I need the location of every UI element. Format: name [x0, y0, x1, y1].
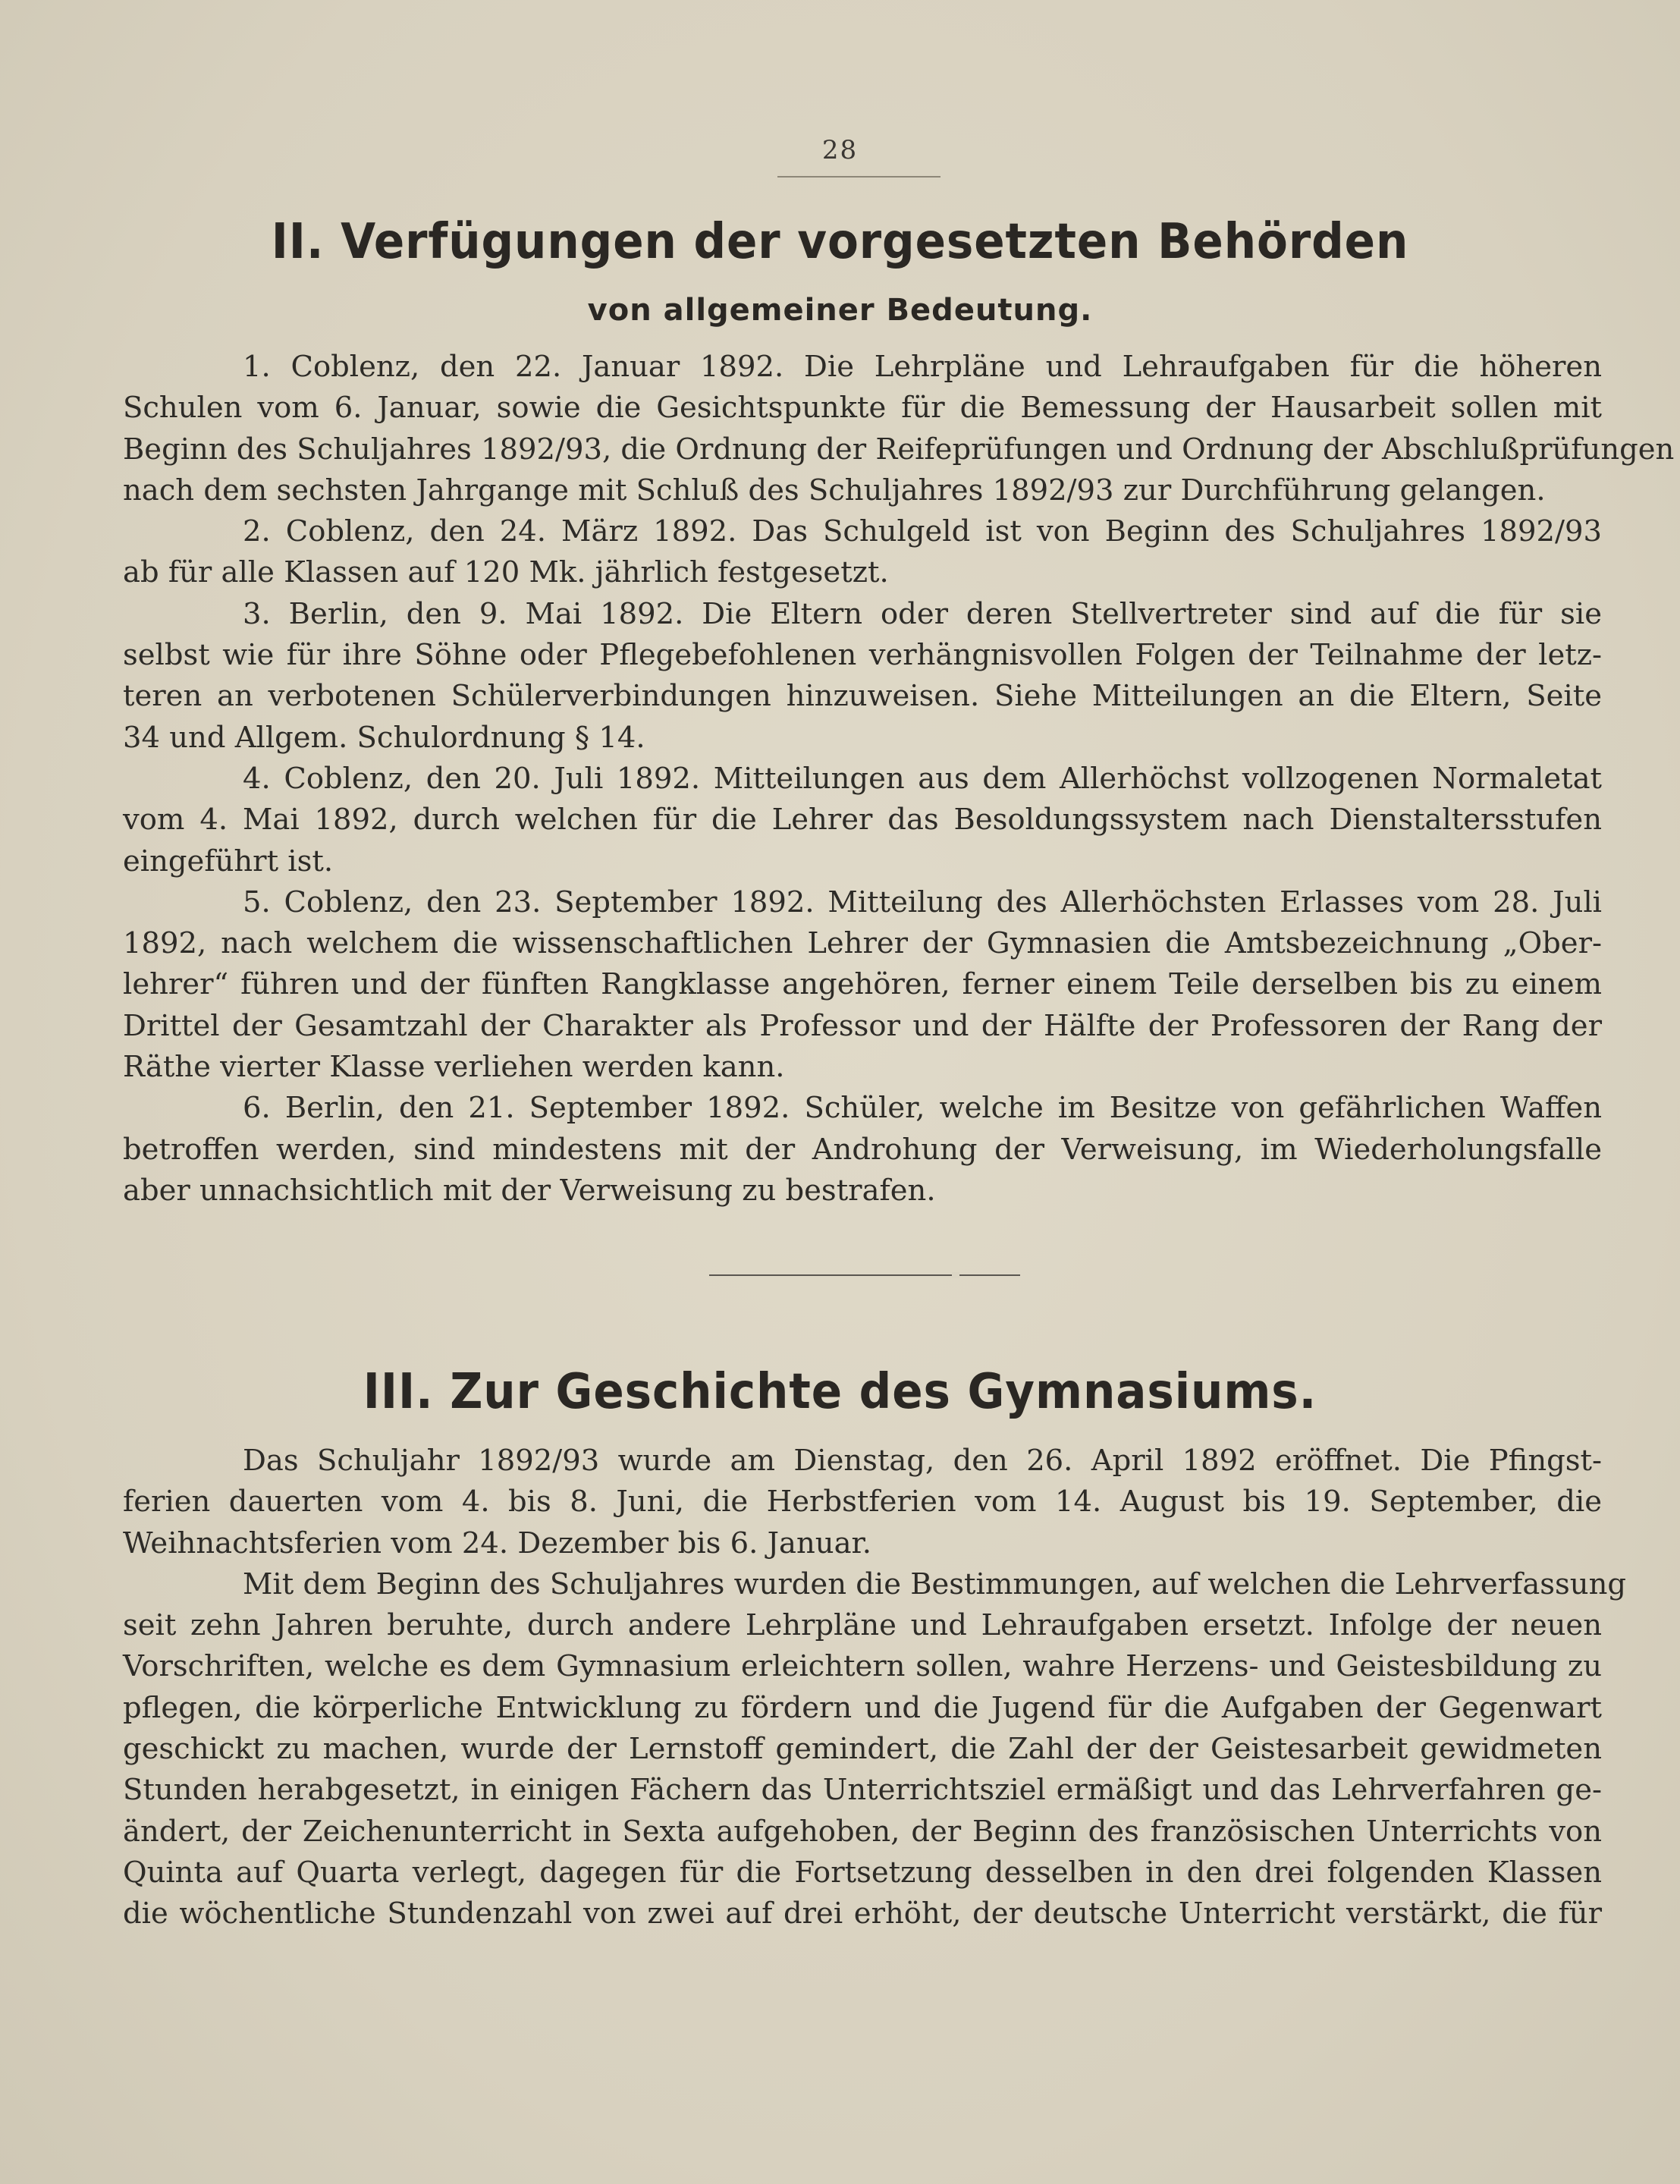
text-line: eingeführt ist.: [123, 844, 334, 878]
text-line: nach dem sechsten Jahrgange mit Schluß des Schuljahres 1892/93 zur Durchführung gelangen.: [123, 473, 1546, 508]
text-line: 34 und Allgem. Schulordnung § 14.: [123, 720, 645, 755]
text-line: geschickt zu machen, wurde der Lernstoff gemindert, die Zahl der der Geistesarbeit gewidmeten: [123, 1732, 1602, 1767]
page-number: 28: [821, 135, 859, 165]
text-line: 3. Berlin, den 9. Mai 1892. Die Eltern oder deren Stellvertreter sind auf die für sie: [243, 596, 1602, 631]
section-ii-body: [123, 347, 1675, 1211]
text-line: 4. Coblenz, den 20. Juli 1892. Mitteilungen aus dem Allerhöchst vollzogenen Normaletat: [243, 761, 1602, 796]
text-line: Das Schuljahr 1892/93 wurde am Dienstag, den 26. April 1892 eröffnet. Die Pfingst-: [243, 1444, 1602, 1478]
text-line: Stunden herabgesetzt, in einigen Fächern das Unterrichtsziel ermäßigt und das Lehrverfahren ge-: [123, 1773, 1602, 1808]
section-iii-body: [123, 1441, 1627, 1935]
text-line: selbst wie für ihre Söhne oder Pflegebefohlenen verhängnisvollen Folgen der Teilnahme der letz-: [123, 638, 1602, 673]
text-line: Drittel der Gesamtzahl der Charakter als Professor und der Hälfte der Professoren der Rang der: [123, 1008, 1602, 1043]
text-line: aber unnachsichtlich mit der Verweisung zu bestrafen.: [123, 1173, 936, 1208]
text-line: ab für alle Klassen auf 120 Mk. jährlich festgesetzt.: [123, 555, 889, 590]
text-line: Mit dem Beginn des Schuljahres wurden die Bestimmungen, auf welchen die Lehrverfassung: [243, 1567, 1627, 1601]
text-line: Schulen vom 6. Januar, sowie die Gesichtspunkte für die Bemessung der Hausarbeit sollen mit: [123, 391, 1602, 426]
text-line: Weihnachtsferien vom 24. Dezember bis 6. Januar.: [123, 1526, 871, 1560]
section-subheading-ii: von allgemeiner Bedeutung.: [587, 293, 1093, 328]
text-line: ferien dauerten vom 4. bis 8. Juni, die Herbstferien vom 14. August bis 19. September, die: [123, 1485, 1602, 1519]
text-line: die wöchentliche Stundenzahl von zwei auf drei erhöht, der deutsche Unterricht verstärkt, die für: [123, 1896, 1602, 1931]
text-line: betroffen werden, sind mindestens mit der Androhung der Verweisung, im Wiederholungsfalle: [123, 1132, 1602, 1167]
text-line: pflegen, die körperliche Entwicklung zu fördern und die Jugend für die Aufgaben der Gegenwart: [123, 1690, 1602, 1725]
section-heading-ii: II. Verfügungen der vorgesetzten Behörden: [271, 214, 1409, 270]
text-line: 1. Coblenz, den 22. Januar 1892. Die Lehrpläne und Lehraufgaben für die höheren: [243, 350, 1602, 384]
text-line: vom 4. Mai 1892, durch welchen für die Lehrer das Besoldungssystem nach Dienstaltersstufen: [123, 803, 1602, 837]
text-line: 1892, nach welchem die wissenschaftlichen Lehrer der Gymnasien die Amtsbezeichnung „Ober-: [123, 926, 1602, 961]
text-line: Quinta auf Quarta verlegt, dagegen für die Fortsetzung desselben in den drei folgenden Klassen: [123, 1855, 1602, 1890]
text-line: Vorschriften, welche es dem Gymnasium erleichtern sollen, wahre Herzens- und Geistesbildung zu: [123, 1649, 1602, 1684]
text-line: lehrer“ führen und der fünften Rangklasse angehören, ferner einem Teile derselben bis zu einem: [123, 967, 1602, 1002]
text-line: 5. Coblenz, den 23. September 1892. Mitteilung des Allerhöchsten Erlasses vom 28. Juli: [243, 885, 1602, 919]
text-line: seit zehn Jahren beruhte, durch andere Lehrpläne und Lehraufgaben ersetzt. Infolge der neuen: [123, 1608, 1602, 1643]
page-number-rule: [777, 176, 940, 178]
text-line: 2. Coblenz, den 24. März 1892. Das Schulgeld ist von Beginn des Schuljahres 1892/93: [243, 514, 1602, 549]
section-divider-gap: [952, 1272, 959, 1278]
section-heading-iii: III. Zur Geschichte des Gymnasiums.: [363, 1364, 1317, 1420]
text-line: Räthe vierter Klasse verliehen werden kann.: [123, 1050, 785, 1085]
text-line: Beginn des Schuljahres 1892/93, die Ordnung der Reifeprüfungen und Ordnung der Abschlußprüfungen: [123, 432, 1675, 467]
text-line: ändert, der Zeichenunterricht in Sexta aufgehoben, der Beginn des französischen Unterrichts von: [123, 1814, 1602, 1849]
text-line: teren an verbotenen Schülerverbindungen hinzuweisen. Siehe Mitteilungen an die Eltern, Seite: [123, 679, 1602, 714]
section-divider: [709, 1274, 1020, 1276]
text-line: 6. Berlin, den 21. September 1892. Schüler, welche im Besitze von gefährlichen Waffen: [243, 1091, 1602, 1126]
